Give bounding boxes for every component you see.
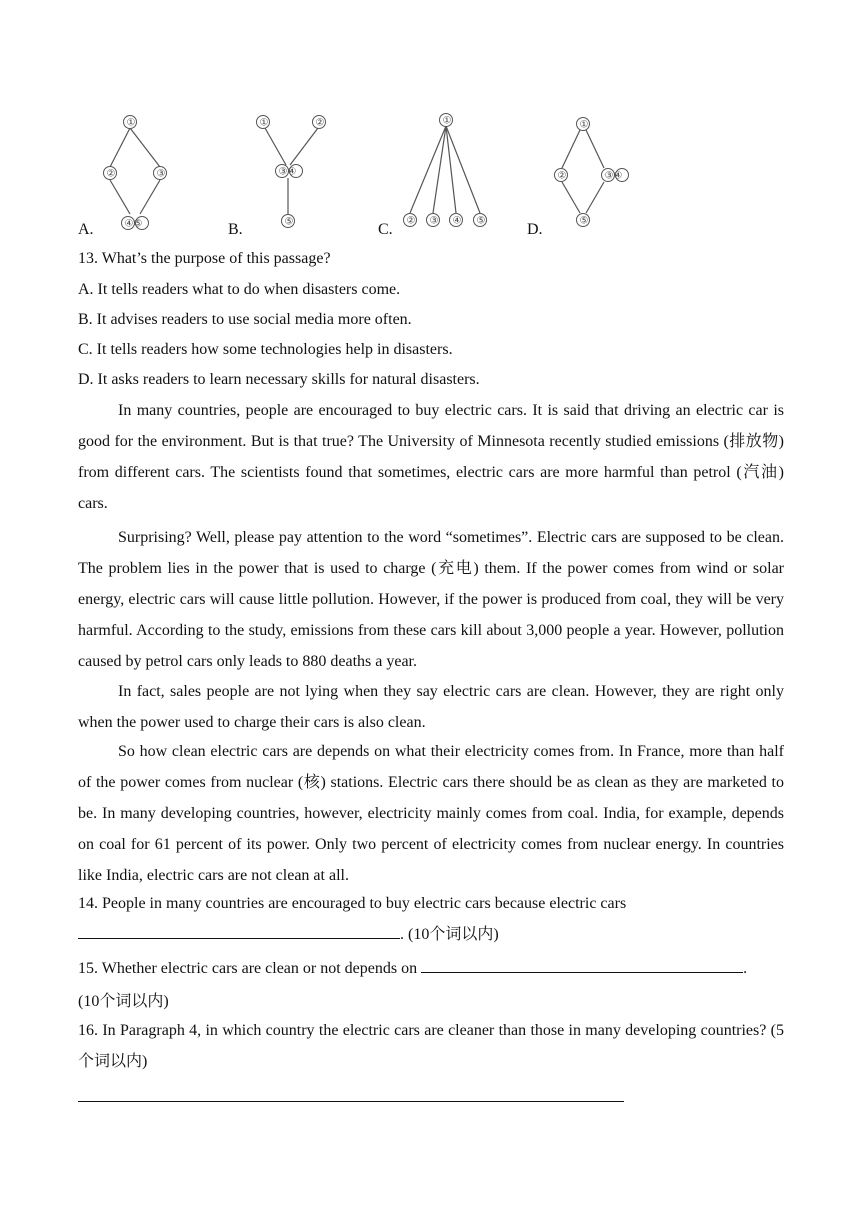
svg-text:⑤: ⑤ (579, 215, 589, 227)
svg-text:②: ② (557, 170, 567, 182)
option-a-diagram (100, 110, 170, 235)
svg-text:④⑤: ④⑤ (124, 218, 143, 230)
passage-paragraph-3: In fact, sales people are not lying when they say electric cars are clean. However, they are right only when the power used to charge their cars is also clean. (78, 683, 784, 731)
q13-choice-c: C. It tells readers how some technologies help in disasters. (78, 341, 453, 358)
passage-paragraph-2: Surprising? Well, please pay attention to the word “sometimes”. Electric cars are supposed to be clean. The problem lies in the power that is used to charge (充电) them. If the power comes from wind or solar energy, electric cars will cause little pollution. However, if the power is produced from coal, they will be very harmful. According to the study, emissions from these cars kill about 3,000 people a year. However, pollution caused by petrol cars only leads to 880 deaths a year. (78, 529, 784, 670)
q13-question: 13. What’s the purpose of this passage? (78, 250, 331, 267)
q13-choice-b: B. It advises readers to use social media more often. (78, 311, 412, 328)
q14-question: 14. People in many countries are encouraged to buy electric cars because electric cars . (10个词以内) (78, 895, 627, 943)
svg-text:④: ④ (452, 215, 462, 227)
svg-text:②: ② (315, 117, 325, 129)
option-d-label: D. (527, 221, 543, 238)
svg-text:②: ② (106, 168, 116, 180)
svg-text:①: ① (259, 117, 269, 129)
svg-text:③: ③ (156, 168, 166, 180)
option-b-diagram (250, 110, 340, 235)
svg-text:③④: ③④ (604, 170, 623, 182)
diagram-options (0, 100, 860, 250)
svg-text:⑤: ⑤ (284, 216, 294, 228)
passage-paragraph-4: So how clean electric cars are depends on what their electricity comes from. In France, more than half of the power comes from nuclear (核) stations. Electric cars there should be as clean as they are marketed to be. In many developing countries, however, electricity mainly comes from coal. India, for example, depends on coal for 61 percent of its power. Only two percent of electricity comes from nuclear energy. In countries like India, electric cars are not clean at all. (78, 743, 784, 884)
q16-answer-line[interactable] (78, 1101, 624, 1102)
svg-text:①: ① (442, 115, 452, 127)
svg-text:③④: ③④ (278, 166, 297, 178)
option-b-label: B. (228, 221, 243, 238)
q15-question: 15. Whether electric cars are clean or not depends on . (78, 960, 748, 977)
q16-question: 16. In Paragraph 4, in which country the electric cars are cleaner than those in many developing countries? (5个词以内) (78, 1022, 784, 1070)
q14-answer-blank[interactable] (78, 924, 400, 939)
svg-text:③: ③ (429, 215, 439, 227)
q15-answer-blank[interactable] (421, 958, 743, 973)
q13-choice-a: A. It tells readers what to do when disasters come. (78, 281, 401, 298)
option-d-diagram (550, 110, 640, 235)
option-a-label: A. (78, 221, 94, 238)
q13-choice-d: D. It asks readers to learn necessary skills for natural disasters. (78, 371, 480, 388)
option-c-label: C. (378, 221, 393, 238)
passage-paragraph-1: In many countries, people are encouraged to buy electric cars. It is said that driving an electric car is good for the environment. But is that true? The University of Minnesota recently studied emissions (排放物) from different cars. The scientists found that sometimes, electric cars are more harmful than petrol (汽油) cars. (78, 402, 784, 512)
svg-text:⑤: ⑤ (476, 215, 486, 227)
svg-text:①: ① (579, 119, 589, 131)
svg-text:①: ① (126, 117, 136, 129)
option-c-diagram (398, 110, 498, 235)
q15-limit: (10个词以内) (78, 993, 169, 1010)
svg-text:②: ② (406, 215, 416, 227)
